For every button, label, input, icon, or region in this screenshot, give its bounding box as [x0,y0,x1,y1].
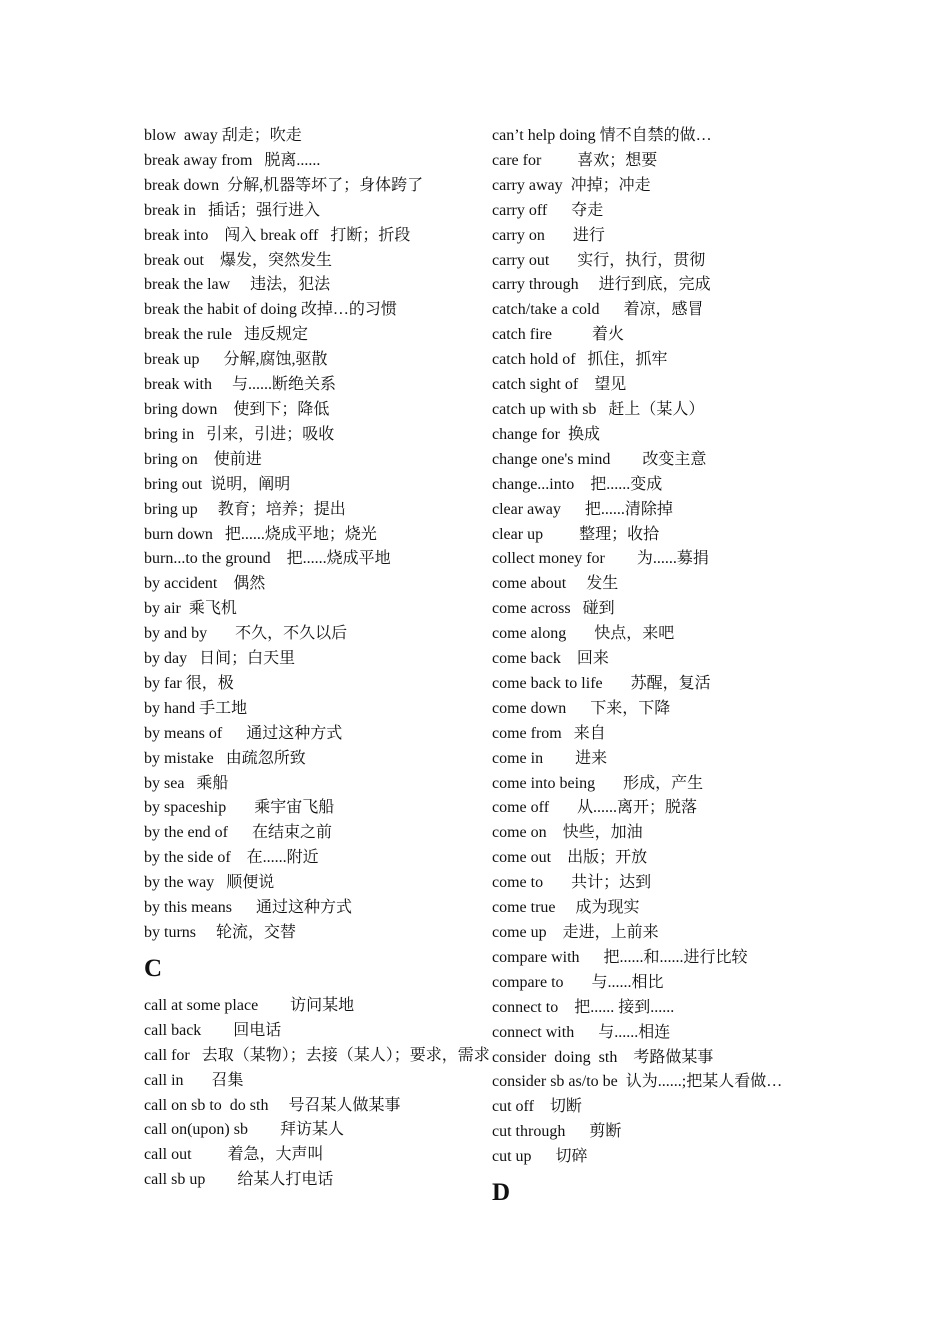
phrase-entry: carry off 夺走 [492,201,604,219]
phrase-entry: break up 分解,腐蚀,驱散 [144,351,328,369]
phrase-entry: change...into 把......变成 [492,475,663,493]
phrase-entry: burn down 把......烧成平地；烧光 [144,525,377,543]
phrase-entry: call at some place 访问某地 [144,996,355,1014]
phrase-entry: break in 插话；强行进入 [144,201,320,219]
phrase-entry: carry away 冲掉；冲走 [492,176,651,194]
phrase-entry: carry out 实行，执行，贯彻 [492,251,706,269]
phrase-entry: break out 爆发，突然发生 [144,251,332,269]
phrase-entry: by the way 顺便说 [144,874,275,892]
phrase-entry: by the end of 在结束之前 [144,824,332,842]
phrase-entry: call out 着急，大声叫 [144,1146,324,1164]
phrase-entry: catch sight of 望见 [492,376,627,394]
phrase-entry: by means of 通过这种方式 [144,724,343,742]
phrase-entry: come off 从......离开；脱落 [492,799,698,817]
phrase-entry: care for 喜欢；想要 [492,151,658,169]
phrase-entry: call in 召集 [144,1071,244,1089]
phrase-entry: bring on 使前进 [144,450,262,468]
phrase-entry: come to 共计；达到 [492,874,652,892]
phrase-entry: by sea 乘船 [144,774,229,792]
phrase-entry: change one's mind 改变主意 [492,450,707,468]
right-column [492,124,822,1218]
phrase-entry: by and by 不久，不久以后 [144,625,348,643]
phrase-entry: catch fire 着火 [492,326,624,344]
phrase-entry: can’t help doing 情不自禁的做… [492,127,712,144]
phrase-entry: by far 很，极 [144,674,234,692]
phrase-entry: break the habit of doing 改掉…的习惯 [144,301,397,319]
phrase-entry: consider doing sth 考路做某事 [492,1048,714,1066]
phrase-entry: come in 进来 [492,749,608,767]
phrase-entry: come down 下来，下降 [492,699,671,717]
phrase-entry: cut through 剪断 [492,1123,622,1141]
phrase-entry: burn...to the ground 把......烧成平地 [144,550,391,568]
phrase-entry: bring up 教育；培养；提出 [144,500,346,518]
phrase-entry: catch hold of 抓住，抓牢 [492,351,668,369]
phrase-entry: come back to life 苏醒，复活 [492,674,711,692]
phrase-entry: call back 回电话 [144,1021,282,1039]
phrase-entry: call on(upon) sb 拜访某人 [144,1121,344,1139]
phrase-entry: clear up 整理；收拾 [492,525,660,543]
phrase-entry: break down 分解,机器等坏了；身体跨了 [144,176,424,194]
phrase-entry: catch up with sb 赶上（某人） [492,400,705,418]
phrase-entry: call sb up 给某人打电话 [144,1171,334,1189]
phrase-entry: connect with 与......相连 [492,1023,671,1041]
phrase-entry: come true 成为现实 [492,899,640,917]
phrase-entry: come about 发生 [492,575,619,593]
phrase-entry: by the side of 在......附近 [144,849,319,867]
phrase-entry: break the rule 违反规定 [144,326,308,344]
phrase-entry: carry on 进行 [492,226,605,244]
phrase-entry: come along 快点，来吧 [492,625,675,643]
phrase-entry: come out 出版；开放 [492,849,648,867]
phrase-entry: come up 走进，上前来 [492,924,659,941]
phrase-entry: collect money for 为......募捐 [492,550,709,568]
phrase-entry: by mistake 由疏忽所致 [144,749,306,767]
phrase-entry: carry through 进行到底，完成 [492,276,711,294]
phrase-entry: call on sb to do sth 号召某人做某事 [144,1096,401,1114]
phrase-entry: change for 换成 [492,425,600,443]
phrase-entry: come into being 形成，产生 [492,774,704,792]
phrase-entry: compare to 与......相比 [492,973,664,991]
phrase-entry: cut off 切断 [492,1098,582,1116]
phrase-entry: by hand 手工地 [144,699,248,717]
section-heading-d: D [492,1179,511,1207]
phrase-entry: break the law 违法，犯法 [144,276,331,294]
phrase-entry: come on 快些，加油 [492,824,643,842]
phrase-entry: by spaceship 乘宇宙飞船 [144,799,335,817]
phrase-entry: catch/take a cold 着凉，感冒 [492,301,704,319]
phrase-entry: call for 去取（某物）；去接（某人）；要求，需求 [144,1046,490,1064]
phrase-entry: bring in 引来，引进；吸收 [144,425,335,443]
left-column [144,124,490,1193]
phrase-entry: by day 日间；白天里 [144,650,296,668]
phrase-entry: come from 来自 [492,724,606,742]
phrase-entry: blow away 刮走；吹走 [144,127,302,144]
phrase-entry: come across 碰到 [492,600,615,618]
section-heading-c: C [144,954,163,982]
phrase-entry: bring down 使到下；降低 [144,400,330,418]
phrase-entry: bring out 说明，阐明 [144,475,291,493]
phrase-entry: come back 回来 [492,650,609,668]
phrase-entry: by turns 轮流，交替 [144,924,297,941]
phrase-entry: break with 与......断绝关系 [144,376,336,394]
phrase-entry: consider sb as/to be 认为......;把某人看做… [492,1073,783,1091]
phrase-entry: clear away 把......清除掉 [492,500,673,518]
phrase-entry: break into 闯入 break off 打断；折段 [144,226,411,244]
phrase-entry: compare with 把......和......进行比较 [492,948,748,966]
phrase-entry: cut up 切碎 [492,1148,588,1166]
phrase-entry: by air 乘飞机 [144,600,237,618]
phrase-entry: by accident 偶然 [144,575,266,593]
phrase-entry: by this means 通过这种方式 [144,899,352,917]
phrase-entry: break away from 脱离...... [144,151,321,169]
phrase-entry: connect to 把...... 接到...... [492,998,675,1016]
